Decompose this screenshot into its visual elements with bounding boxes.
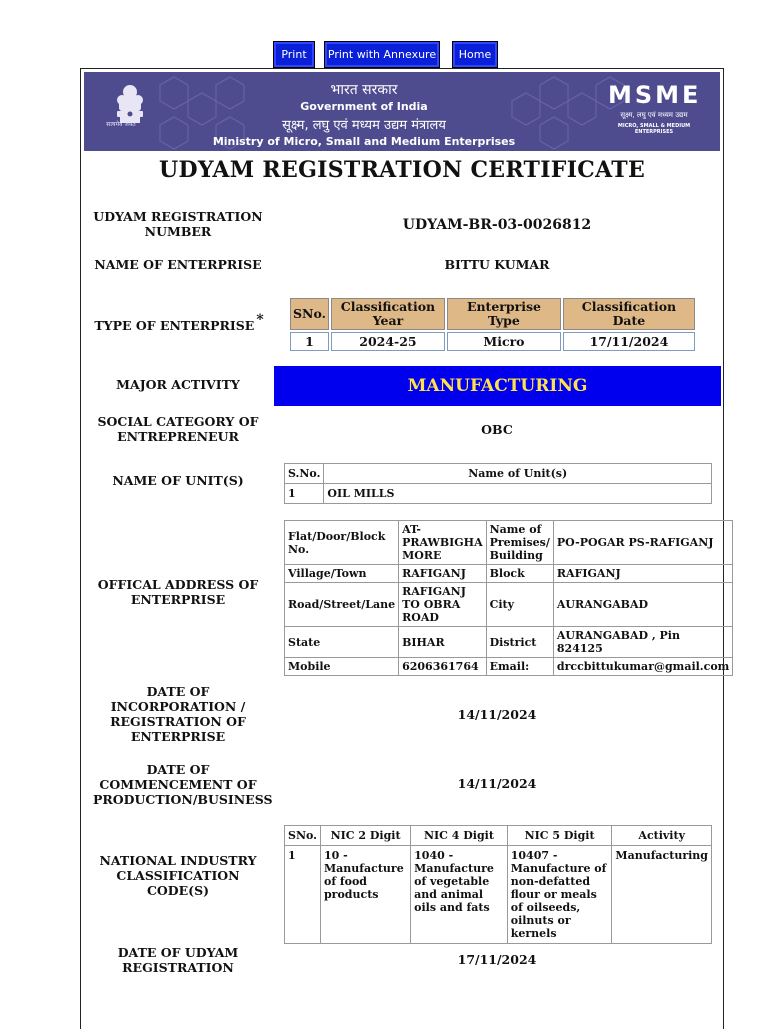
address-field-value: AURANGABAD	[553, 583, 732, 627]
table-row	[285, 583, 733, 627]
address-field-label: Name of Premises/ Building	[486, 521, 553, 565]
table-cell: 10 - Manufacture of food products	[320, 846, 410, 944]
commencement-date-label: DATE OF COMMENCEMENT OF PRODUCTION/BUSINESS	[93, 762, 273, 807]
address-field-value: AT-PRAWBIGHA MORE	[399, 521, 487, 565]
table-row	[285, 565, 733, 583]
address-field-value: BIHAR	[399, 627, 487, 658]
table-header: S.No.	[285, 464, 324, 484]
social-category-label: SOCIAL CATEGORY OF ENTREPRENEUR	[97, 414, 259, 444]
table-header: SNo.	[290, 298, 329, 330]
table-row	[285, 521, 733, 565]
table-header: SNo.	[285, 826, 321, 846]
major-activity-label: MAJOR ACTIVITY	[116, 377, 240, 392]
table-cell: 1040 - Manufacture of vegetable and animal oils and fats	[411, 846, 508, 944]
table-row	[285, 846, 712, 944]
udyam-registration-date-value: 17/11/2024	[457, 952, 537, 967]
major-activity-value: MANUFACTURING	[274, 366, 721, 406]
address-field-label: Village/Town	[285, 565, 399, 583]
incorporation-date-label: DATE OF INCORPORATION / REGISTRATION OF ENTERPRISE	[110, 684, 246, 744]
certificate-title: UDYAM REGISTRATION CERTIFICATE	[158, 157, 646, 183]
table-cell: 1	[285, 484, 324, 504]
address-field-label: City	[486, 583, 553, 627]
table-cell: 1	[290, 332, 329, 351]
msme-logo-text: MSME	[608, 81, 702, 109]
home-button[interactable]: Home	[452, 41, 498, 68]
table-row	[285, 484, 712, 504]
address-field-value: 6206361764	[399, 658, 487, 676]
msme-english-text: MICRO, SMALL & MEDIUM ENTERPRISES	[617, 123, 691, 135]
address-field-label: Block	[486, 565, 553, 583]
address-field-label: State	[285, 627, 399, 658]
table-header: Name of Unit(s)	[324, 464, 712, 484]
address-field-label: District	[486, 627, 553, 658]
units-label: NAME OF UNIT(S)	[112, 473, 244, 488]
table-header: NIC 5 Digit	[507, 826, 612, 846]
certificate-frame	[80, 68, 730, 1029]
address-field-label: Email:	[486, 658, 553, 676]
address-field-value: PO-POGAR PS-RAFIGANJ	[553, 521, 732, 565]
address-label: OFFICAL ADDRESS OF ENTERPRISE	[97, 577, 259, 607]
print-button[interactable]: Print	[273, 41, 315, 68]
table-header: Activity	[612, 826, 712, 846]
address-table	[284, 520, 733, 676]
units-table	[284, 463, 712, 504]
hindi-government-text: भारत सरकार	[330, 82, 398, 98]
table-row	[285, 658, 733, 676]
address-field-label: Road/Street/Lane	[285, 583, 399, 627]
table-header: Classification Date	[563, 298, 695, 330]
national-emblem-icon	[110, 82, 150, 138]
print-with-annexure-button[interactable]: Print with Annexure	[324, 41, 440, 68]
table-cell: Manufacturing	[612, 846, 712, 944]
table-header: Classification Year	[331, 298, 445, 330]
table-header: NIC 2 Digit	[320, 826, 410, 846]
address-field-value: RAFIGANJ	[399, 565, 487, 583]
emblem-caption: सत्यमेव जयते	[106, 121, 136, 128]
msme-logo	[604, 80, 704, 140]
address-field-label: Mobile	[285, 658, 399, 676]
ministry-text: Ministry of Micro, Small and Medium Enterprises	[212, 135, 516, 148]
enterprise-name-label: NAME OF ENTERPRISE	[94, 257, 262, 272]
address-field-value: RAFIGANJ	[553, 565, 732, 583]
table-cell: 17/11/2024	[563, 332, 695, 351]
top-toolbar	[0, 41, 768, 67]
enterprise-type-label	[93, 312, 264, 334]
table-row	[290, 332, 695, 351]
social-category-value: OBC	[481, 422, 513, 437]
table-cell: Micro	[447, 332, 561, 351]
table-cell: OIL MILLS	[324, 484, 712, 504]
nic-codes-label: NATIONAL INDUSTRY CLASSIFICATION CODE(S)	[99, 853, 257, 898]
udyam-registration-date-label: DATE OF UDYAM REGISTRATION	[117, 945, 239, 975]
msme-hindi-text: सूक्ष्म, लघु एवं मध्यम उद्यम	[620, 111, 688, 119]
table-cell: 2024-25	[331, 332, 445, 351]
table-header: Enterprise Type	[447, 298, 561, 330]
required-star: *	[256, 312, 264, 328]
table-cell: 10407 - Manufacture of non-defatted flour or meals of oilseeds, oilnuts or kernels	[507, 846, 612, 944]
table-row	[285, 627, 733, 658]
enterprise-type-label-text: TYPE OF ENTERPRISE	[94, 318, 255, 333]
registration-number-value: UDYAM-BR-03-0026812	[402, 217, 592, 233]
address-field-value: AURANGABAD , Pin 824125	[553, 627, 732, 658]
registration-number-label: UDYAM REGISTRATION NUMBER	[93, 209, 263, 239]
enterprise-type-table	[288, 296, 697, 353]
address-field-label: Flat/Door/Block No.	[285, 521, 399, 565]
government-banner	[84, 72, 720, 151]
commencement-date-value: 14/11/2024	[457, 776, 537, 791]
enterprise-name-value: BITTU KUMAR	[444, 257, 550, 272]
email-value: drccbittukumar@gmail.com	[553, 658, 732, 676]
nic-codes-table	[284, 825, 712, 944]
hindi-ministry-text: सूक्ष्म, लघु एवं मध्यम उद्यम मंत्रालय	[282, 118, 446, 133]
table-cell: 1	[285, 846, 321, 944]
table-header: NIC 4 Digit	[411, 826, 508, 846]
address-field-value: RAFIGANJ TO OBRA ROAD	[399, 583, 487, 627]
incorporation-date-value: 14/11/2024	[457, 707, 537, 722]
government-of-india-text: Government of India	[300, 100, 428, 113]
